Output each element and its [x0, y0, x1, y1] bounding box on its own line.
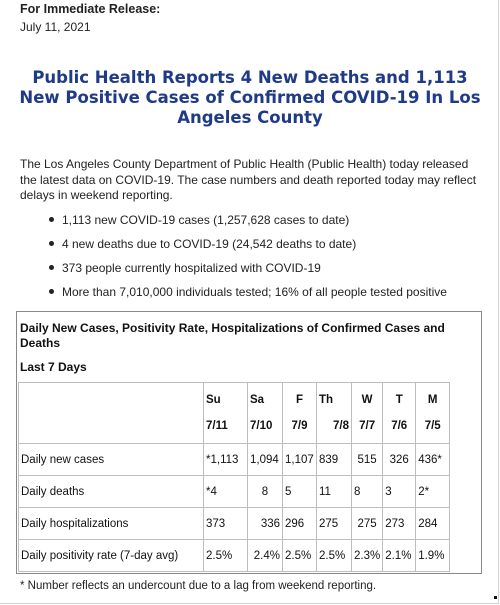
table-cell: 296 [283, 508, 317, 540]
day-name: F [295, 394, 304, 406]
table-row [19, 444, 450, 476]
table-cell: 8 [248, 476, 283, 508]
day-date: 7/6 [391, 420, 408, 432]
day-date: 7/9 [291, 420, 308, 432]
release-label: For Immediate Release: [20, 2, 161, 16]
table-cell: 8 [352, 476, 383, 508]
key-stats-list [20, 210, 480, 306]
table-cell: *1,113 [204, 444, 248, 476]
table-cell: 275 [317, 508, 352, 540]
day-name: Su [206, 394, 221, 406]
list-item [20, 282, 480, 306]
bullet-icon [49, 289, 54, 294]
page-title: Public Health Reports 4 New Deaths and 1,113 New Positive Cases of Confirmed COVID-19 In Los Angeles County [19, 68, 481, 127]
table-header-row [19, 383, 450, 444]
row-label: Daily hospitalizations [19, 508, 204, 540]
table-cell: 5 [283, 476, 317, 508]
row-label: Daily positivity rate (7-day avg) [19, 540, 204, 572]
day-name: Sa [250, 394, 265, 406]
data-table [18, 382, 450, 572]
table-cell: 2.5% [283, 540, 317, 572]
list-item-text: More than 7,010,000 individuals tested; 16% of all people tested positive [62, 285, 447, 299]
row-label: Daily deaths [19, 476, 204, 508]
list-item-text: 373 people currently hospitalized with COVID-19 [62, 261, 321, 275]
list-item [20, 258, 480, 282]
table-cell: 2.1% [383, 540, 416, 572]
bullet-icon [49, 241, 54, 246]
data-table-box [16, 311, 482, 574]
bullet-icon [49, 217, 54, 222]
table-cell: 326 [383, 444, 416, 476]
table-row [19, 508, 450, 540]
table-header-cell [352, 383, 383, 444]
day-name: W [361, 394, 373, 406]
table-cell: 515 [352, 444, 383, 476]
list-item [20, 234, 480, 258]
table-header-cell [383, 383, 416, 444]
table-cell: 2.5% [317, 540, 352, 572]
day-name: Th [319, 394, 334, 406]
table-row [19, 476, 450, 508]
table-cell: 2.4% [248, 540, 283, 572]
table-cell: 3 [383, 476, 416, 508]
table-cell: 1,107 [283, 444, 317, 476]
day-name: M [427, 394, 438, 406]
table-cell: 2.5% [204, 540, 248, 572]
day-date: 7/5 [424, 420, 441, 432]
release-date: July 11, 2021 [20, 20, 91, 34]
table-header-cell [317, 383, 352, 444]
table-header-cell [283, 383, 317, 444]
table-cell: 275 [352, 508, 383, 540]
row-label: Daily new cases [19, 444, 204, 476]
table-cell: 1.9% [416, 540, 450, 572]
edge-dot [494, 596, 497, 599]
list-item [20, 210, 480, 234]
bullet-icon [49, 265, 54, 270]
list-item-text: 4 new deaths due to COVID-19 (24,542 deaths to date) [62, 237, 357, 251]
table-cell: 2.3% [352, 540, 383, 572]
list-item-text: 1,113 new COVID-19 cases (1,257,628 cases to date) [62, 213, 350, 227]
table-cell: *4 [204, 476, 248, 508]
table-subtitle: Last 7 Days [20, 360, 87, 374]
table-cell: 273 [383, 508, 416, 540]
table-cell: 436* [416, 444, 450, 476]
table-cell: 373 [204, 508, 248, 540]
table-cell: 839 [317, 444, 352, 476]
day-date: 7/8 [333, 420, 349, 432]
table-row [19, 540, 450, 572]
table-cell: 284 [416, 508, 450, 540]
day-date: 7/11 [206, 420, 228, 432]
table-corner-cell [19, 383, 204, 444]
day-date: 7/7 [359, 420, 376, 432]
table-header-cell [416, 383, 450, 444]
table-header-cell [248, 383, 283, 444]
intro-paragraph: The Los Angeles County Department of Public Health (Public Health) today released the latest data on COVID-19. The case numbers and death reported today may reflect delays in weekend reporting. [20, 157, 477, 202]
table-cell: 1,094 [248, 444, 283, 476]
table-header-cell [204, 383, 248, 444]
table-cell: 336 [248, 508, 283, 540]
footnote: * Number reflects an undercount due to a lag from weekend reporting. [20, 580, 377, 592]
table-cell: 2* [416, 476, 450, 508]
table-cell: 11 [317, 476, 352, 508]
table-title: Daily New Cases, Positivity Rate, Hospitalizations of Confirmed Cases and Deaths [20, 321, 445, 350]
day-date: 7/10 [250, 420, 273, 432]
day-name: T [395, 394, 403, 406]
